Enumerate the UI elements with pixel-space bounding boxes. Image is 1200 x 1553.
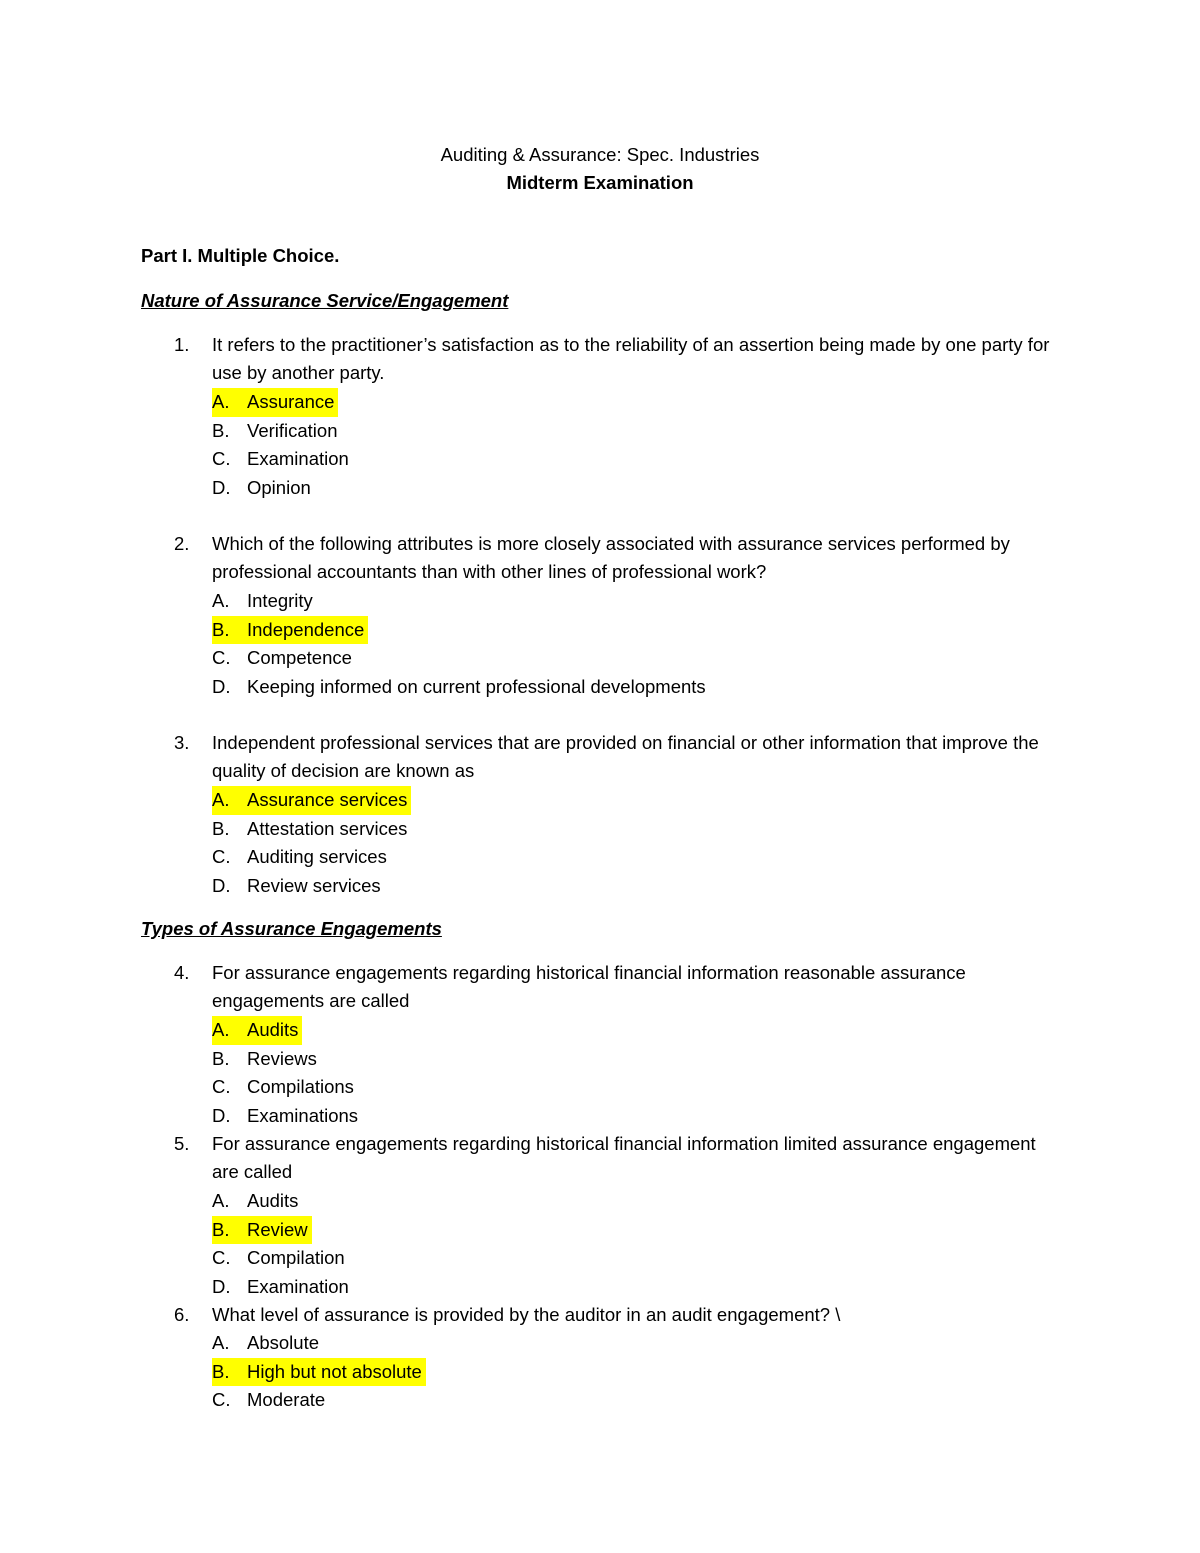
options-list <box>212 1329 812 1415</box>
option-text: Examination <box>247 448 349 470</box>
option-text: Compilations <box>247 1076 354 1098</box>
option-text: Reviews <box>247 1047 317 1069</box>
option-text: Moderate <box>247 1389 326 1411</box>
answer-option <box>212 673 812 702</box>
option-text: Compilation <box>247 1247 345 1269</box>
answer-option <box>212 1102 812 1131</box>
section-heading: Nature of Assurance Service/Engagement <box>141 290 509 311</box>
answer-option <box>212 1216 812 1245</box>
answer-option <box>212 445 812 474</box>
answer-option <box>212 1386 812 1415</box>
answer-option <box>212 474 812 503</box>
option-text: Independence <box>247 618 365 640</box>
question-number: 6. <box>174 1304 190 1325</box>
option-letter: B. <box>212 817 230 839</box>
option-text: Keeping informed on current professional developments <box>247 675 706 697</box>
answer-option <box>212 1073 812 1102</box>
answer-option <box>212 1187 812 1216</box>
option-text: Audits <box>247 1190 299 1211</box>
question-number: 2. <box>174 533 190 554</box>
option-text: Opinion <box>247 476 311 498</box>
option-letter: D. <box>212 1275 231 1297</box>
options-list <box>212 587 812 701</box>
answer-option <box>212 1244 812 1273</box>
answer-option <box>212 1273 812 1302</box>
option-text: Review services <box>247 874 381 896</box>
option-text: Attestation services <box>247 817 408 839</box>
option-text: Verification <box>247 419 338 441</box>
option-letter: B. <box>212 1360 230 1382</box>
option-letter: A. <box>212 590 230 611</box>
option-letter: D. <box>212 476 231 498</box>
answer-option <box>212 872 812 901</box>
answer-option <box>212 786 812 815</box>
answer-option <box>212 644 812 673</box>
option-letter: A. <box>212 1190 230 1211</box>
question-text: What level of assurance is provided by the auditor in an audit engagement? \ <box>212 1304 841 1325</box>
answer-option <box>212 616 812 645</box>
option-text: High but not absolute <box>247 1360 422 1382</box>
option-text: Examination <box>247 1275 349 1297</box>
option-text: Auditing services <box>247 846 387 868</box>
answer-option <box>212 1358 812 1387</box>
options-list <box>212 1016 812 1130</box>
option-letter: A. <box>212 1332 230 1353</box>
option-text: Assurance <box>247 391 335 412</box>
question-number: 4. <box>174 962 190 983</box>
option-letter: C. <box>212 846 231 868</box>
document-title: Auditing & Assurance: Spec. Industries <box>440 144 760 165</box>
option-letter: D. <box>212 675 231 697</box>
answer-option <box>212 1016 812 1045</box>
option-text: Review <box>247 1218 308 1240</box>
option-text: Examinations <box>247 1104 359 1126</box>
question-text: Independent professional services that are provided on financial or other information that improve the quality of decision are known as <box>212 732 1039 782</box>
option-text: Assurance services <box>247 789 408 810</box>
question-text: It refers to the practitioner’s satisfaction as to the reliability of an assertion being made by one party for use by another party. <box>212 334 1050 384</box>
answer-option <box>212 1045 812 1074</box>
option-letter: A. <box>212 789 230 810</box>
question-number: 3. <box>174 732 190 753</box>
answer-option <box>212 587 812 616</box>
question-text: For assurance engagements regarding historical financial information reasonable assurance engagements are called <box>212 962 966 1012</box>
answer-option <box>212 843 812 872</box>
option-text: Competence <box>247 647 352 669</box>
question-text: For assurance engagements regarding historical financial information limited assurance engagement are called <box>212 1133 1036 1183</box>
answer-option <box>212 1329 812 1358</box>
answer-option <box>212 417 812 446</box>
option-letter: C. <box>212 1247 231 1269</box>
option-letter: D. <box>212 1104 231 1126</box>
question-text: Which of the following attributes is more closely associated with assurance services performed by professional accountants than with other lines of professional work? <box>212 533 1010 583</box>
option-letter: C. <box>212 1389 231 1411</box>
option-letter: B. <box>212 618 230 640</box>
option-letter: A. <box>212 1019 230 1040</box>
option-letter: D. <box>212 874 231 896</box>
options-list <box>212 388 812 502</box>
option-letter: C. <box>212 448 231 470</box>
answer-option <box>212 388 812 417</box>
option-letter: B. <box>212 419 230 441</box>
option-letter: B. <box>212 1218 230 1240</box>
section-heading: Types of Assurance Engagements <box>141 918 442 939</box>
answer-option <box>212 815 812 844</box>
option-letter: C. <box>212 647 231 669</box>
options-list <box>212 1187 812 1301</box>
options-list <box>212 786 812 900</box>
option-text: Absolute <box>247 1332 319 1353</box>
question-number: 5. <box>174 1133 190 1154</box>
option-letter: A. <box>212 391 230 412</box>
exam-subtitle: Midterm Examination <box>506 172 694 193</box>
part-heading: Part I. Multiple Choice. <box>141 245 340 266</box>
option-letter: B. <box>212 1047 230 1069</box>
option-letter: C. <box>212 1076 231 1098</box>
option-text: Integrity <box>247 590 313 611</box>
option-text: Audits <box>247 1019 299 1040</box>
question-number: 1. <box>174 334 190 355</box>
